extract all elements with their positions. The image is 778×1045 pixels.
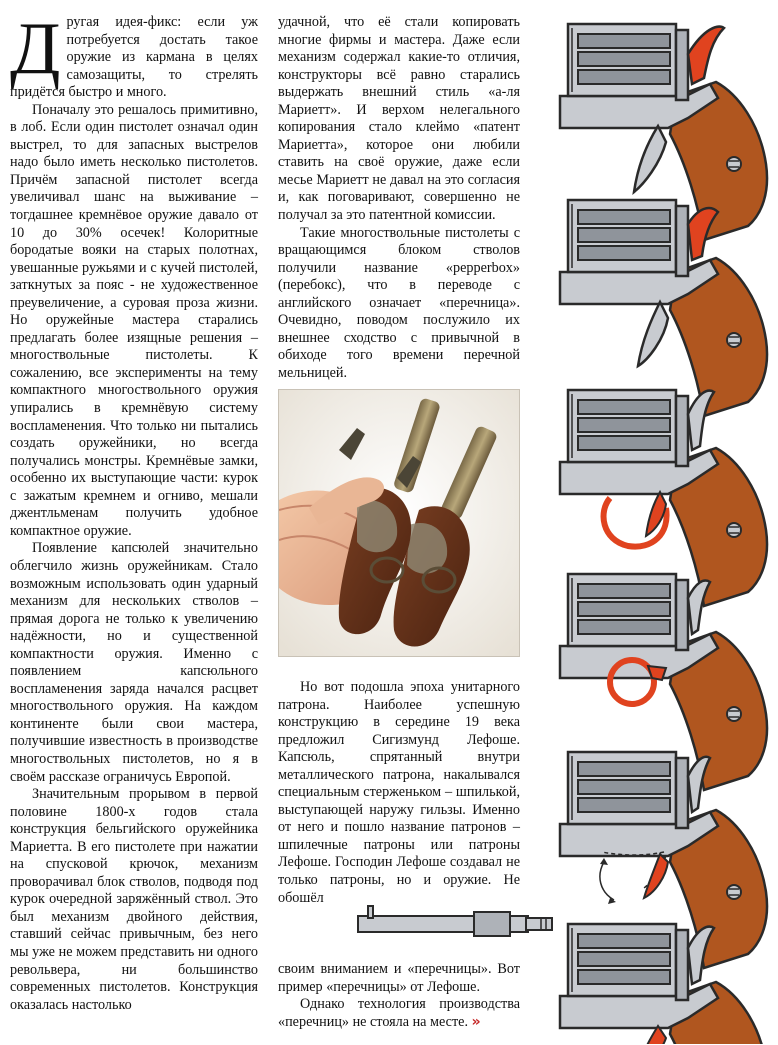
continued-arrow-icon: » — [471, 1013, 481, 1030]
paragraph-intro — [10, 8, 258, 102]
paragraph: Но вот подошла эпоха унитарного патрона. Наиболее успешную конструкцию в середине 19 века предложил Сигизмунд Лефоше. Капсюль, спрятанный внутри металлического патрона, накалывался специальным стерженьком – шпилькой, выступающей наружу гильзы. Именно от него и пошло название патронов – шпилечные патроны или патроны Лефоше. Господин Лефоше создавал не только патроны, но и оружие. Не обошёл — [278, 679, 520, 906]
paragraph: Появление капсюлей значительно облегчило жизнь оружейникам. Стало возможным использовать один ударный механизм для нескольких стволов – прямая дорога не только к увеличению надёжности, но и существенной компактности оружия. Именно с появлением капсюльного воспламенения заряда начался расцвет многоствольного оружия. На каждом континенте были свои мастера, получившие известность в производстве многоствольных пистолетов, но я в своём рассказе ограничусь Европой. — [10, 540, 258, 785]
drop-cap: Д — [10, 8, 61, 90]
article-column-2-bottom — [278, 961, 520, 1031]
paragraph: своим вниманием и «перечницы». Вот пример «перечницы» от Лефоше. — [278, 961, 520, 995]
lefaucheux-barrel-illustration — [356, 902, 556, 950]
paragraph-intro-text: ругая идея-фикс: если уж потребуется достать такое оружие из кармана в целях самозащиты, то стрелять придётся быстро и много. — [10, 14, 258, 101]
article-column-2-top — [278, 14, 520, 382]
paragraph-last — [278, 996, 520, 1031]
paragraph: Такие многоствольные пистолеты с вращающимся блоком стволов получили название «pepperbox» (перебокс), что в переводе с английского означает «перечница». Очевидно, поводом послужило их внешнее сходство с привычной в обиходе того времени перечной мельницей. — [278, 224, 520, 381]
paragraph: Значительным прорывом в первой половине 1800-х годов стала конструкция бельгийского оружейника Мариетта. В его пистолете при нажатии на спусковой крючок, механизм проворачивал блок стволов, подводя под курок очередной заряжённый ствол. Это был механизм двойного действия, ставший сейчас привычным, без него мы уже не можем представить ни одного револьвера, ни большинство современных пистолетов. Конструкция оказалась настолько — [10, 786, 258, 1013]
paragraph: Поначалу это решалось примитивно, в лоб. Если один пистолет означал один выстрел, то для запасных выстрелов надо было иметь несколько пистолетов. Причём запасной пистолет всегда увеличивал шанс на выживание – тогдашнее кремнёвое оружие давало от 10 до 30% осечек! Колоритные бородатые вояки на старых полотнах, увешанные ружьями и с кучей пистолей, заткнутых за пояс - не художественное преувеличение, а суровая проза жизни. Но оружейные мастера старались предлагать более изящные решения – многоствольные пистолеты. К сожалению, все эксперименты на тему компактного многоствольного оружия упирались в кремнёвую систему воспламенения. Что только ни пытались создать оружейники, но всегда получались монстры. Кремнёвые замки, особенно их выступающие части: курок с зажатым кремнем и огниво, мешали джентльменам получить удобное компактное оружие. — [10, 101, 258, 539]
diagram-step-2 — [560, 200, 767, 416]
photo-two-pistols-in-hand — [278, 389, 520, 657]
paragraph-last-text: Однако технология производства «перечниц» не стояла на месте. — [278, 996, 520, 1030]
paragraph: удачной, что её стали копировать многие фирмы и мастера. Даже если механизм содержал какие-то отличия, конструкторы всё равно старались выдержать внешний стиль «а-ля Мариетт». И верхом нелегального копирования стало клеймо «патент Мариетта», которое они любили ставить на своё оружие, даже если месье Мариетт не давал на это согласия и, как поговаривают, совершенно не получал за это патентной комиссии. — [278, 14, 520, 224]
pepperbox-mechanism-diagrams — [548, 14, 770, 1044]
article-column-1 — [10, 8, 258, 1014]
article-column-2-middle — [278, 679, 520, 907]
pistols-photo-illustration — [279, 390, 520, 657]
